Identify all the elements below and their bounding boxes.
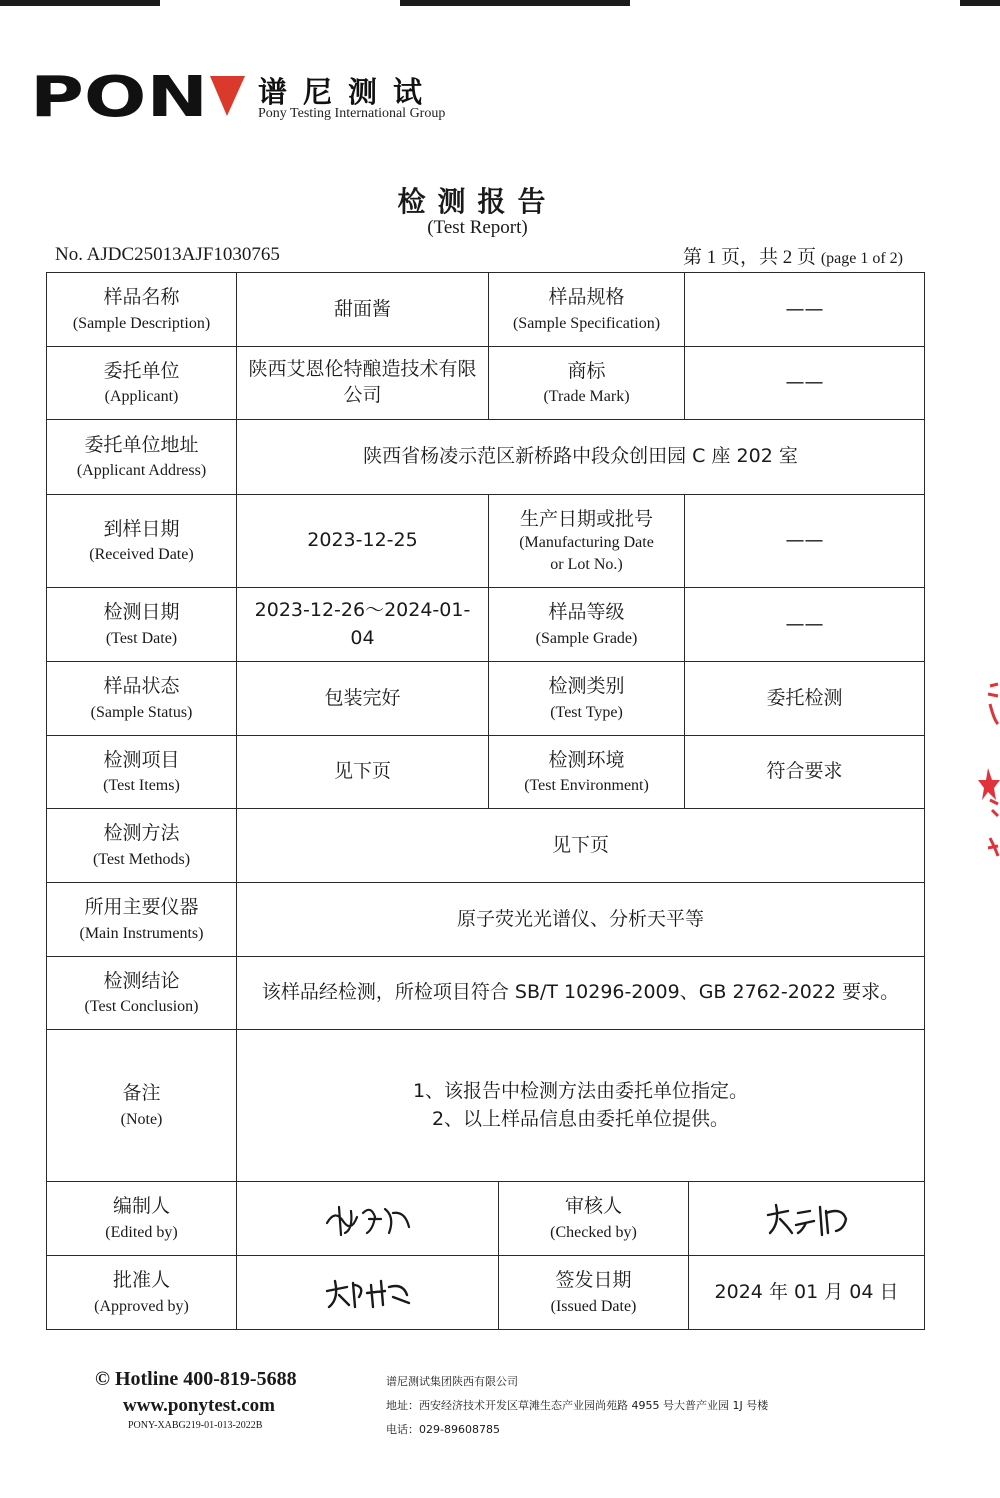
value-note [237,1030,925,1182]
label-test-date: 检测日期 (Test Date) [47,588,237,662]
label-applicant-address: 委托单位地址 (Applicant Address) [47,420,237,495]
table-row [47,495,925,588]
handwritten-signature-icon [762,1199,852,1239]
label-test-environment: 检测环境 (Test Environment) [489,736,685,809]
label-trade-mark: 商标 (Trade Mark) [489,347,685,420]
report-table [46,272,925,1330]
label-main-instruments: 所用主要仪器 (Main Instruments) [47,883,237,957]
value-test-type: 委托检测 [685,662,925,736]
footer-website: www.ponytest.com [123,1395,275,1416]
red-seal-edge-icon [976,680,1000,880]
scan-edge-strip [400,0,630,6]
table-row [47,1030,925,1182]
table-row [47,809,925,883]
signature-approved-by [237,1256,499,1330]
label-issued-date: 签发日期 (Issued Date) [499,1256,689,1330]
footer-address: 地址：西安经济技术开发区草滩生态产业园尚苑路 4955 号大普产业园 1J 号楼 [386,1399,769,1412]
value-test-items: 见下页 [237,736,489,809]
footer-phone: 电话：029-89608785 [386,1423,500,1436]
label-sample-status: 样品状态 (Sample Status) [47,662,237,736]
handwritten-signature-icon [323,1199,413,1239]
company-name-en: Pony Testing International Group [258,106,446,121]
page-indicator-cn: 第 1 页，共 2 页 [683,247,817,268]
footer-contact [386,1370,768,1442]
footer-form-code: PONY-XABG219-01-013-2022B [128,1420,263,1431]
handwritten-signature-icon [323,1273,413,1313]
report-title-en: (Test Report) [427,217,528,238]
footer-hotline: © Hotline 400-819-5688 [95,1368,297,1390]
label-note: 备注 (Note) [47,1030,237,1182]
report-number: No. AJDC25013AJF1030765 [55,244,280,265]
value-sample-specification: —— [685,273,925,347]
label-sample-specification: 样品规格 (Sample Specification) [489,273,685,347]
pony-logo [30,70,245,122]
value-test-methods: 见下页 [237,809,925,883]
value-test-date: 2023-12-26～2024-01-04 [237,588,489,662]
table-row [47,420,925,495]
page-indicator [683,242,903,269]
note-line-1: 1、该报告中检测方法由委托单位指定。 [412,1079,749,1102]
table-row [47,662,925,736]
label-sample-description: 样品名称 (Sample Description) [47,273,237,347]
company-name-cn: 谱尼测试 [258,75,439,109]
report-title: 检测报告 [397,185,558,218]
label-applicant: 委托单位 (Applicant) [47,347,237,420]
label-test-type: 检测类别 (Test Type) [489,662,685,736]
value-sample-description: 甜面酱 [237,273,489,347]
value-test-conclusion: 该样品经检测，所检项目符合 SB/T 10296-2009、GB 2762-2022 要求。 [237,957,925,1030]
value-issued-date: 2024 年 01 月 04 日 [689,1256,925,1330]
value-trade-mark: —— [685,347,925,420]
table-row [47,1182,925,1256]
scan-edge-strip [0,0,160,6]
footer-company: 谱尼测试集团陕西有限公司 [386,1375,518,1388]
note-line-2: 2、以上样品信息由委托单位提供。 [431,1107,730,1130]
label-test-methods: 检测方法 (Test Methods) [47,809,237,883]
page-indicator-en: (page 1 of 2) [820,250,903,267]
table-row [47,273,925,347]
value-applicant: 陕西艾恩伦特酿造技术有限公司 [237,347,489,420]
table-row [47,588,925,662]
label-test-items: 检测项目 (Test Items) [47,736,237,809]
table-row [47,883,925,957]
signature-edited-by [237,1182,499,1256]
label-edited-by: 编制人 (Edited by) [47,1182,237,1256]
label-manufacturing-date: 生产日期或批号 (Manufacturing Date or Lot No.) [489,495,685,588]
value-received-date: 2023-12-25 [237,495,489,588]
label-sample-grade: 样品等级 (Sample Grade) [489,588,685,662]
label-test-conclusion: 检测结论 (Test Conclusion) [47,957,237,1030]
value-main-instruments: 原子荧光光谱仪、分析天平等 [237,883,925,957]
svg-text:PON: PON [30,70,208,122]
scan-edge-strip [960,0,1000,6]
table-row [47,347,925,420]
table-row [47,1256,925,1330]
label-checked-by: 审核人 (Checked by) [499,1182,689,1256]
label-approved-by: 批准人 (Approved by) [47,1256,237,1330]
value-applicant-address: 陕西省杨凌示范区新桥路中段众创田园 C 座 202 室 [237,420,925,495]
table-row [47,736,925,809]
label-received-date: 到样日期 (Received Date) [47,495,237,588]
table-row [47,957,925,1030]
value-manufacturing-date: —— [685,495,925,588]
value-test-environment: 符合要求 [685,736,925,809]
value-sample-status: 包装完好 [237,662,489,736]
value-sample-grade: —— [685,588,925,662]
signature-checked-by [689,1182,925,1256]
